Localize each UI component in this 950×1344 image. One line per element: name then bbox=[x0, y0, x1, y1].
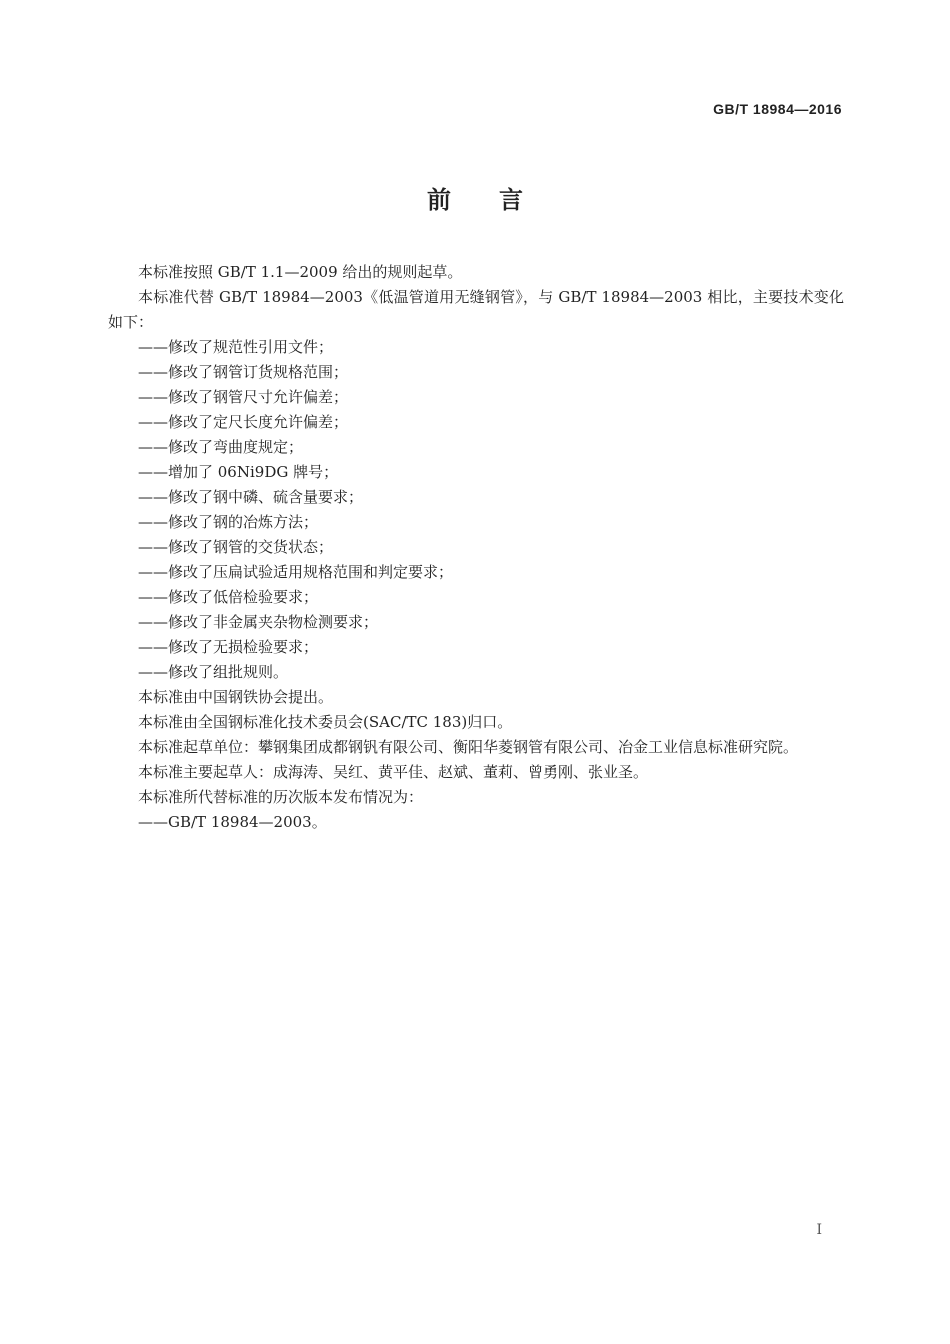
page-title: 前言 bbox=[427, 185, 571, 214]
paragraph: 本标准由全国钢标准化技术委员会(SAC/TC 183)归口。 bbox=[138, 713, 513, 731]
list-item: ——修改了规范性引用文件； bbox=[138, 338, 334, 356]
list-item: ——修改了钢管的交货状态； bbox=[138, 538, 334, 556]
paragraph: 本标准起草单位：攀钢集团成都钢钒有限公司、衡阳华菱钢管有限公司、冶金工业信息标准研究院。 bbox=[138, 738, 799, 756]
list-item: ——增加了 06Ni9DG 牌号； bbox=[138, 463, 339, 481]
paragraph: 本标准代替 GB/T 18984—2003《低温管道用无缝钢管》，与 GB/T 18984—2003 相比，主要技术变化如下： bbox=[108, 288, 844, 331]
list-item: ——修改了低倍检验要求； bbox=[138, 588, 319, 606]
paragraph: 本标准所代替标准的历次版本发布情况为： bbox=[138, 788, 424, 806]
list-item: ——修改了钢的冶炼方法； bbox=[138, 513, 319, 531]
list-item: ——修改了钢管尺寸允许偏差； bbox=[138, 388, 349, 406]
list-item: ——修改了钢中磷、硫含量要求； bbox=[138, 488, 364, 506]
paragraph: 本标准按照 GB/T 1.1—2009 给出的规则起草。 bbox=[138, 263, 463, 281]
list-item: ——GB/T 18984—2003。 bbox=[138, 813, 327, 831]
list-item: ——修改了压扁试验适用规格范围和判定要求； bbox=[138, 563, 454, 581]
list-item: ——修改了无损检验要求； bbox=[138, 638, 319, 656]
list-item: ——修改了定尺长度允许偏差； bbox=[138, 413, 349, 431]
paragraph: 本标准主要起草人：成海涛、吴红、黄平佳、赵斌、董莉、曾勇刚、张业圣。 bbox=[138, 763, 649, 781]
list-item: ——修改了弯曲度规定； bbox=[138, 438, 304, 456]
list-item: ——修改了钢管订货规格范围； bbox=[138, 363, 349, 381]
list-item: ——修改了组批规则。 bbox=[138, 663, 289, 681]
paragraph: 本标准由中国钢铁协会提出。 bbox=[138, 688, 334, 706]
list-item: ——修改了非金属夹杂物检测要求； bbox=[138, 613, 379, 631]
document-body bbox=[108, 260, 844, 835]
standard-code: GB/T 18984—2016 bbox=[713, 101, 842, 117]
page-number: I bbox=[816, 1222, 822, 1238]
